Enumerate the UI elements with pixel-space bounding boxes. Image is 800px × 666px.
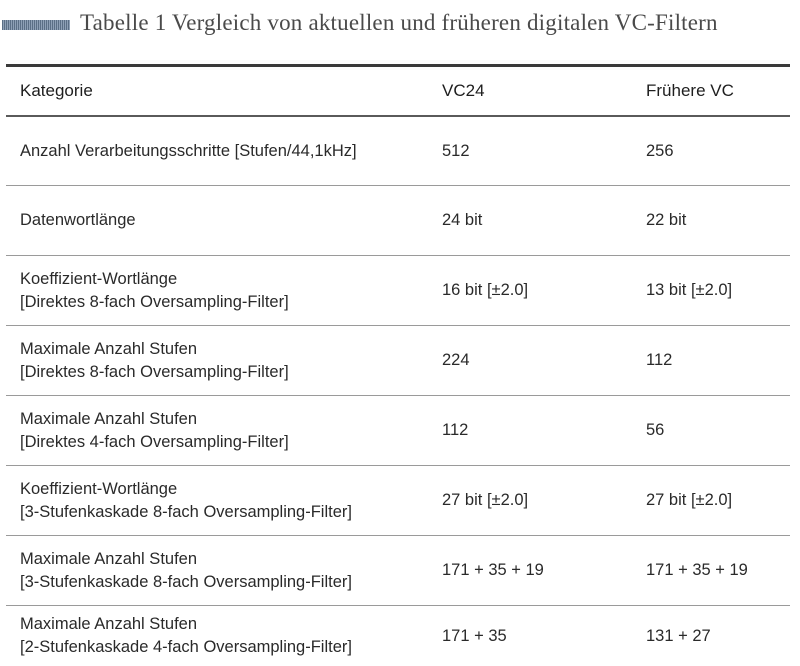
kategorie-line: [3-Stufenkaskade 8-fach Oversampling-Filter] xyxy=(20,572,352,591)
cell-kategorie xyxy=(20,396,430,465)
kategorie-line: [Direktes 8-fach Oversampling-Filter] xyxy=(20,292,289,311)
cell-kategorie xyxy=(20,256,430,325)
kategorie-line: [Direktes 8-fach Oversampling-Filter] xyxy=(20,362,289,381)
table-row xyxy=(6,396,790,466)
table-row xyxy=(6,536,790,606)
cell-fruehere-vc: 112 xyxy=(646,351,673,369)
kategorie-line: Anzahl Verarbeitungsschritte [Stufen/44,1kHz] xyxy=(20,141,357,160)
header-vc24: VC24 xyxy=(442,81,485,100)
cell-fruehere-vc: 27 bit [±2.0] xyxy=(646,491,733,509)
table-row xyxy=(6,186,790,256)
kategorie-line: Maximale Anzahl Stufen xyxy=(20,615,198,633)
cell-kategorie xyxy=(20,606,430,666)
kategorie-line: Datenwortlänge xyxy=(20,211,136,229)
cell-fruehere-vc: 22 bit xyxy=(646,211,687,229)
cell-fruehere-vc: 131 + 27 xyxy=(646,626,711,645)
kategorie-line: Koeffizient-Wortlänge xyxy=(20,479,178,498)
cell-vc24: 27 bit [±2.0] xyxy=(442,491,529,509)
cell-kategorie xyxy=(20,186,430,255)
cell-vc24: 16 bit [±2.0] xyxy=(442,281,529,299)
kategorie-line: [2-Stufenkaskade 4-fach Oversampling-Filter] xyxy=(20,638,352,656)
caption-bar-decoration xyxy=(2,20,70,30)
kategorie-line: Maximale Anzahl Stufen xyxy=(20,549,198,568)
kategorie-line: Maximale Anzahl Stufen xyxy=(20,409,198,428)
table-row xyxy=(6,606,790,666)
table-row xyxy=(6,466,790,536)
kategorie-line: Koeffizient-Wortlänge xyxy=(20,269,178,288)
cell-fruehere-vc: 13 bit [±2.0] xyxy=(646,281,733,299)
cell-kategorie xyxy=(20,326,430,395)
table-header-row xyxy=(6,67,790,117)
cell-vc24: 224 xyxy=(442,351,470,369)
table-row xyxy=(6,326,790,396)
header-fruehere-vc: Frühere VC xyxy=(646,81,734,100)
table-title: Tabelle 1 Vergleich von aktuellen und früheren digitalen VC-Filtern xyxy=(80,10,718,35)
cell-vc24: 112 xyxy=(442,421,469,439)
table-row xyxy=(6,117,790,186)
kategorie-line: [3-Stufenkaskade 8-fach Oversampling-Filter] xyxy=(20,502,352,521)
cell-kategorie xyxy=(20,536,430,605)
cell-kategorie xyxy=(20,466,430,535)
cell-kategorie xyxy=(20,117,430,185)
header-kategorie: Kategorie xyxy=(20,81,93,100)
kategorie-line: Maximale Anzahl Stufen xyxy=(20,339,198,358)
cell-vc24: 512 xyxy=(442,141,470,160)
kategorie-line: [Direktes 4-fach Oversampling-Filter] xyxy=(20,432,289,451)
cell-fruehere-vc: 171 + 35 + 19 xyxy=(646,561,748,579)
comparison-table xyxy=(0,64,790,666)
cell-vc24: 171 + 35 xyxy=(442,626,507,645)
cell-fruehere-vc: 256 xyxy=(646,141,674,160)
cell-vc24: 24 bit xyxy=(442,211,483,229)
cell-vc24: 171 + 35 + 19 xyxy=(442,561,544,579)
cell-fruehere-vc: 56 xyxy=(646,421,665,439)
table-row xyxy=(6,256,790,326)
table-caption xyxy=(2,8,718,38)
